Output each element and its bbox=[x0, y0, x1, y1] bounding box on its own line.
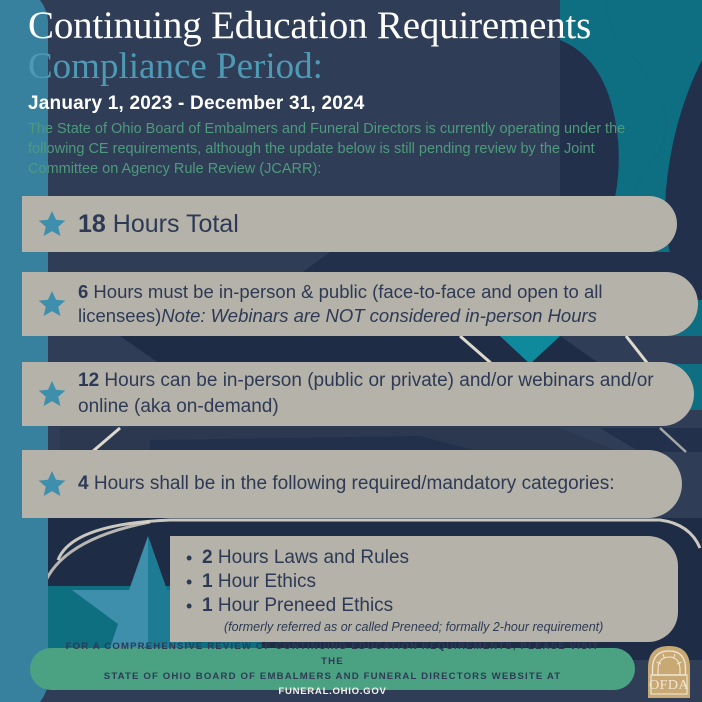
category-label: Hours Laws and Rules bbox=[212, 547, 410, 568]
requirement-row-total-hours bbox=[22, 196, 677, 252]
category-number: 1 bbox=[202, 571, 213, 592]
requirement-number: 18 bbox=[78, 209, 106, 238]
category-footnote: (formerly referred as or called Preneed; formally 2-hour requirement) bbox=[224, 620, 604, 634]
star-icon bbox=[32, 379, 72, 409]
intro-paragraph: The State of Ohio Board of Embalmers and Funeral Directors is currently operating under the following CE requirements, although the update below is still pending review by the Joint Committee on Agency Rule Review (JCARR): bbox=[28, 121, 626, 177]
page-title: Continuing Education Requirements bbox=[28, 4, 592, 47]
page-subtitle: Compliance Period: bbox=[28, 46, 323, 87]
footer-text bbox=[54, 639, 611, 699]
footer-callout bbox=[30, 641, 635, 697]
header-block bbox=[28, 4, 694, 179]
requirement-text bbox=[78, 368, 694, 420]
requirement-text bbox=[78, 471, 631, 497]
requirement-number: 6 bbox=[78, 281, 89, 302]
category-number: 1 bbox=[202, 595, 213, 616]
star-icon bbox=[32, 469, 72, 499]
website-url-link[interactable]: FUNERAL.OHIO.GOV bbox=[278, 686, 387, 697]
requirement-row-in-person-hours bbox=[22, 272, 698, 336]
requirement-label: Hours Total bbox=[105, 209, 239, 238]
logo-text: OFDA bbox=[649, 678, 689, 693]
requirement-text bbox=[78, 280, 698, 328]
category-number: 2 bbox=[202, 547, 213, 568]
footer-line-2-prefix: STATE OF OHIO BOARD OF EMBALMERS AND FUNERAL DIRECTORS WEBSITE AT bbox=[103, 671, 562, 682]
category-item bbox=[184, 570, 678, 594]
requirement-row-mandatory-hours bbox=[22, 450, 682, 518]
compliance-date-range: January 1, 2023 - December 31, 2024 bbox=[28, 93, 365, 114]
requirement-number: 4 bbox=[78, 473, 89, 494]
requirement-label: Hours can be in-person (public or private) and/or webinars and/or online (aka on-demand) bbox=[78, 370, 654, 417]
star-icon bbox=[32, 289, 72, 319]
gap-wedge-1 bbox=[300, 252, 702, 274]
requirement-label: Hours must be in-person & public (face-to-face and open to all licensees) bbox=[78, 281, 603, 326]
category-item bbox=[184, 594, 678, 618]
requirement-number: 12 bbox=[78, 370, 100, 391]
category-label: Hour Ethics bbox=[212, 571, 317, 592]
footer-line-1: FOR A COMPREHENSIVE REVIEW OF CONTINUING EDUCATION REQUIREMENTS, PLEASE VISIT THE bbox=[65, 641, 600, 667]
ofda-logo bbox=[644, 642, 694, 700]
category-item bbox=[184, 546, 678, 570]
requirement-italic-note: Note: Webinars are NOT considered in-person Hours bbox=[161, 305, 597, 326]
requirement-text bbox=[78, 209, 255, 238]
requirement-row-flexible-hours bbox=[22, 362, 694, 426]
mandatory-categories-panel bbox=[170, 536, 678, 642]
requirement-label: Hours shall be in the following required/mandatory categories: bbox=[88, 473, 615, 494]
star-icon bbox=[32, 209, 72, 239]
category-list bbox=[184, 546, 678, 618]
category-label: Hour Preneed Ethics bbox=[212, 595, 394, 616]
